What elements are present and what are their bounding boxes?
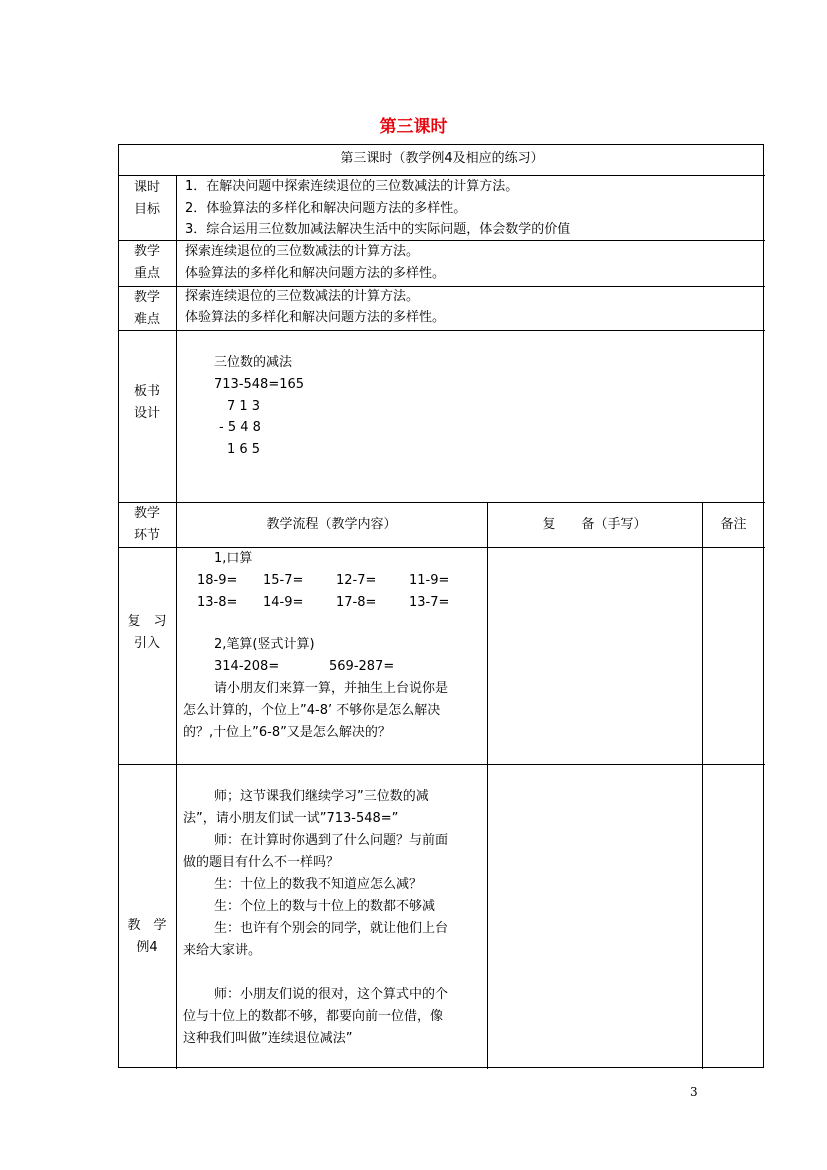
review-column-header: 复 备（手写）: [542, 517, 647, 532]
example4-line: 这种我们叫做”连续退位减法”: [183, 1031, 353, 1046]
example4-line: 师：小朋友们说的很对，这个算式中的个: [214, 987, 449, 1002]
page-number: 3: [690, 1085, 698, 1099]
lesson-table: [118, 144, 764, 1068]
board-line: 7 1 3: [227, 399, 261, 414]
oral-problem: 17-8=: [336, 595, 377, 610]
rule: [487, 502, 488, 1069]
review-paragraph-line: 怎么计算的，个位上”4-8’ 不够你是怎么解决: [183, 703, 441, 718]
oral-title: 1,口算: [214, 551, 253, 566]
rule: [119, 547, 765, 548]
rule: [119, 502, 765, 503]
key-point-item: 探索连续退位的三位数减法的计算方法。: [185, 244, 420, 259]
example4-line: 位与十位上的数都不够，都要向前一位借，像: [183, 1009, 444, 1024]
key-point-item: 体验算法的多样化和解决问题方法的多样性。: [185, 266, 446, 281]
oral-problem: 13-7=: [409, 595, 450, 610]
rule: [119, 330, 765, 331]
rule: [119, 764, 765, 765]
example4-line: 师；这节课我们继续学习”三位数的减: [214, 789, 429, 804]
oral-problem: 18-9=: [197, 573, 238, 588]
rule: [702, 502, 703, 1069]
written-problem: 314-208=: [214, 659, 280, 674]
difficulty-item: 体验算法的多样化和解决问题方法的多样性。: [185, 310, 446, 325]
oral-problem: 13-8=: [197, 595, 238, 610]
example4-line: 生：个位上的数与十位上的数都不够减: [214, 899, 436, 914]
written-title: 2,笔算(竖式计算): [214, 637, 315, 652]
board-line: 三位数的减法: [214, 355, 293, 370]
rule: [176, 175, 177, 1069]
example4-stage-label: 教 学 例4: [127, 918, 167, 955]
difficulty-item: 探索连续退位的三位数减法的计算方法。: [185, 289, 420, 304]
key-points-label: 教学 重点: [133, 244, 160, 281]
goal-item: 1．在解决问题中探索连续退位的三位数减法的计算方法。: [185, 179, 519, 194]
difficulties-label: 教学 难点: [133, 290, 160, 327]
board-line: 713-548=165: [214, 377, 305, 392]
header-row: 第三课时（教学例4及相应的练习）: [340, 151, 544, 166]
goal-item: 2．体验算法的多样化和解决问题方法的多样性。: [185, 201, 467, 216]
notes-column-header: 备注: [720, 517, 747, 532]
review-paragraph-line: 的？,十位上”6-8”又是怎么解决的？: [183, 725, 391, 740]
stage-column-header: 教学 环节: [133, 506, 160, 543]
oral-problem: 11-9=: [409, 573, 450, 588]
example4-line: 做的题目有什么不一样吗？: [183, 855, 340, 870]
oral-problem: 14-9=: [263, 595, 304, 610]
oral-problem: 12-7=: [336, 573, 377, 588]
page-title: 第三课时: [379, 117, 448, 137]
example4-line: 法”，请小朋友们试一试”713-548=”: [183, 811, 399, 826]
rule: [119, 175, 765, 176]
content-column-header: 教学流程（教学内容）: [266, 517, 397, 532]
oral-problem: 15-7=: [263, 573, 304, 588]
example4-line: 来给大家讲。: [183, 943, 262, 958]
review-paragraph-line: 请小朋友们来算一算，并抽生上台说你是: [214, 681, 449, 696]
board-line: 1 6 5: [227, 442, 261, 457]
example4-line: 师：在计算时你遇到了什么问题？与前面: [214, 833, 449, 848]
example4-line: 生：十位上的数我不知道应怎么减？: [214, 877, 423, 892]
example4-line: 生：也许有个别会的同学，就让他们上台: [214, 921, 449, 936]
review-stage-label: 复 习 引入: [127, 614, 167, 651]
written-problem: 569-287=: [329, 659, 395, 674]
board-label: 板书 设计: [133, 384, 160, 421]
rule: [119, 240, 765, 241]
board-line: - 5 4 8: [219, 420, 261, 435]
goal-item: 3．综合运用三位数加减法解决生活中的实际问题，体会数学的价值: [185, 222, 571, 237]
goals-label: 课时 目标: [133, 180, 160, 217]
